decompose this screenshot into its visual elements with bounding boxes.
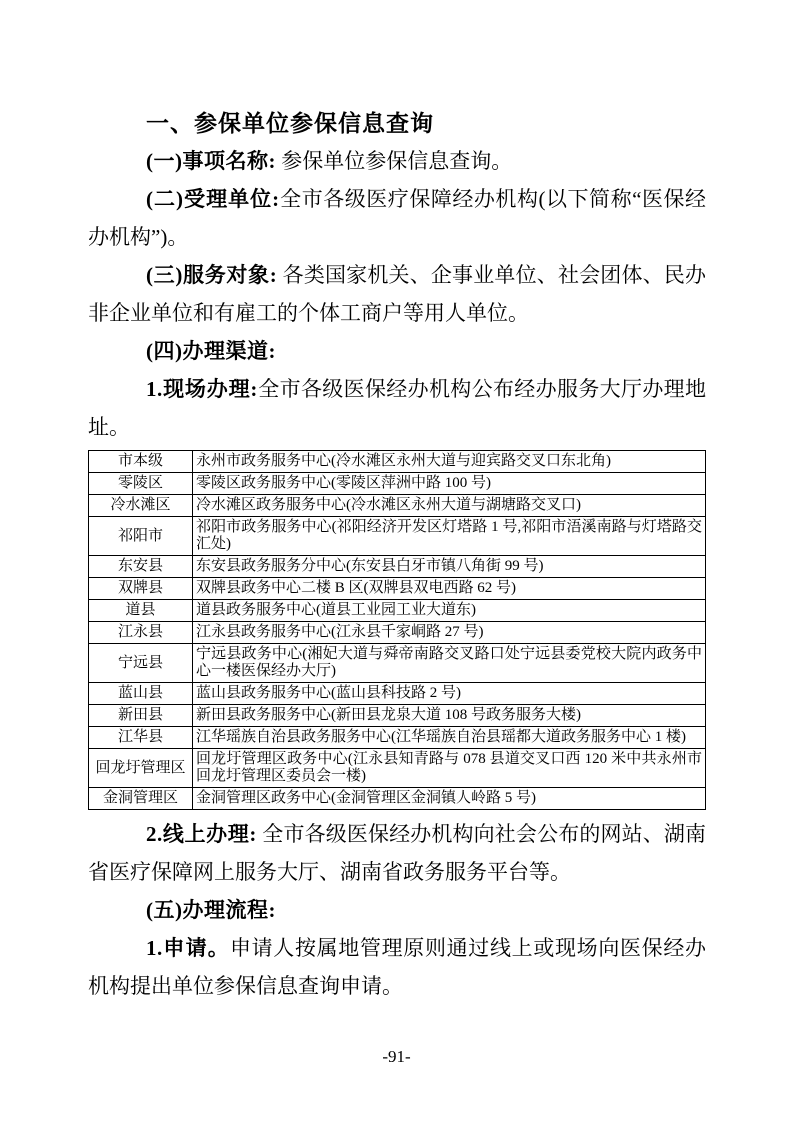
table-row bbox=[89, 705, 706, 727]
region-cell: 市本级 bbox=[89, 451, 193, 473]
address-cell: 金洞管理区政务中心(金洞管理区金洞镇人岭路 5 号) bbox=[193, 788, 706, 810]
page-title: 一、参保单位参保信息查询 bbox=[146, 110, 434, 136]
address-cell: 江永县政务服务中心(江永县千家峒路 27 号) bbox=[193, 622, 706, 644]
para-onsite-handling-label: 1.现场办理: bbox=[146, 377, 258, 401]
para-accepting-unit bbox=[88, 180, 706, 256]
region-cell: 回龙圩管理区 bbox=[89, 749, 193, 788]
region-cell: 江华县 bbox=[89, 727, 193, 749]
para-online-handling-label: 2.线上办理: bbox=[146, 822, 257, 846]
region-cell: 金洞管理区 bbox=[89, 788, 193, 810]
table-row bbox=[89, 451, 706, 473]
para-service-target-label: (三)服务对象: bbox=[146, 263, 278, 287]
para-online-handling-text: 全市各级医保经办机构向社会公布的网站、湖南省医疗保障网上服务大厅、湖南省政务服务平台等。 bbox=[88, 822, 706, 884]
address-cell: 零陵区政务服务中心(零陵区萍洲中路 100 号) bbox=[193, 473, 706, 495]
region-cell: 东安县 bbox=[89, 556, 193, 578]
address-cell: 道县政务服务中心(道县工业园工业大道东) bbox=[193, 600, 706, 622]
address-cell: 江华瑶族自治县政务服务中心(江华瑶族自治县瑶都大道政务服务中心 1 楼) bbox=[193, 727, 706, 749]
table-row bbox=[89, 578, 706, 600]
para-onsite-handling-text: 全市各级医保经办机构公布经办服务大厅办理地址。 bbox=[88, 377, 707, 439]
address-cell: 永州市政务服务中心(冷水滩区永州大道与迎宾路交叉口东北角) bbox=[193, 451, 706, 473]
para-service-target-text: 各类国家机关、企事业单位、社会团体、民办非企业单位和有雇工的个体工商户等用人单位。 bbox=[88, 263, 706, 325]
para-onsite-handling bbox=[88, 370, 706, 446]
address-cell: 祁阳市政务服务中心(祁阳经济开发区灯塔路 1 号,祁阳市浯溪南路与灯塔路交汇处) bbox=[193, 517, 706, 556]
table-row bbox=[89, 727, 706, 749]
region-cell: 冷水滩区 bbox=[89, 495, 193, 517]
address-cell: 东安县政务服务分中心(东安县白牙市镇八角街 99 号) bbox=[193, 556, 706, 578]
para-channels-heading-label: (四)办理渠道: bbox=[146, 339, 276, 363]
para-item-name bbox=[88, 142, 706, 180]
para-service-target bbox=[88, 256, 706, 332]
address-cell: 双牌县政务中心二楼 B 区(双牌县双电西路 62 号) bbox=[193, 578, 706, 600]
para-application-step bbox=[88, 929, 706, 1005]
document-content bbox=[88, 104, 706, 1005]
address-cell: 宁远县政务中心(湘妃大道与舜帝南路交叉路口处宁远县委党校大院内政务中心一楼医保经办大厅) bbox=[193, 644, 706, 683]
table-row bbox=[89, 644, 706, 683]
region-cell: 宁远县 bbox=[89, 644, 193, 683]
para-channels-heading bbox=[88, 332, 706, 370]
region-cell: 新田县 bbox=[89, 705, 193, 727]
table-row bbox=[89, 473, 706, 495]
service-locations-table bbox=[88, 450, 706, 810]
para-accepting-unit-label: (二)受理单位: bbox=[146, 187, 280, 211]
address-cell: 新田县政务服务中心(新田县龙泉大道 108 号政务服务大楼) bbox=[193, 705, 706, 727]
page-number: -91- bbox=[382, 1047, 411, 1066]
table-row bbox=[89, 749, 706, 788]
table-row bbox=[89, 788, 706, 810]
region-cell: 道县 bbox=[89, 600, 193, 622]
table-row bbox=[89, 600, 706, 622]
para-application-step-label: 1.申请。 bbox=[146, 936, 230, 960]
para-online-handling bbox=[88, 815, 706, 891]
region-cell: 祁阳市 bbox=[89, 517, 193, 556]
address-cell: 蓝山县政务服务中心(蓝山县科技路 2 号) bbox=[193, 683, 706, 705]
region-cell: 双牌县 bbox=[89, 578, 193, 600]
region-cell: 零陵区 bbox=[89, 473, 193, 495]
table-row bbox=[89, 556, 706, 578]
para-item-name-label: (一)事项名称: bbox=[146, 149, 276, 173]
table-row bbox=[89, 683, 706, 705]
para-process-heading-label: (五)办理流程: bbox=[146, 898, 276, 922]
region-cell: 江永县 bbox=[89, 622, 193, 644]
address-cell: 回龙圩管理区政务中心(江永县知青路与 078 县道交叉口西 120 米中共永州市回龙圩管理区委员会一楼) bbox=[193, 749, 706, 788]
para-item-name-text: 参保单位参保信息查询。 bbox=[275, 149, 513, 173]
address-cell: 冷水滩区政务服务中心(冷水滩区永州大道与湖塘路交叉口) bbox=[193, 495, 706, 517]
table-row bbox=[89, 622, 706, 644]
para-process-heading bbox=[88, 891, 706, 929]
para-accepting-unit-text: 全市各级医疗保障经办机构(以下简称“医保经办机构”)。 bbox=[88, 187, 706, 249]
table-row bbox=[89, 495, 706, 517]
para-application-step-text: 申请人按属地管理原则通过线上或现场向医保经办机构提出单位参保信息查询申请。 bbox=[88, 936, 707, 998]
region-cell: 蓝山县 bbox=[89, 683, 193, 705]
table-row bbox=[89, 517, 706, 556]
